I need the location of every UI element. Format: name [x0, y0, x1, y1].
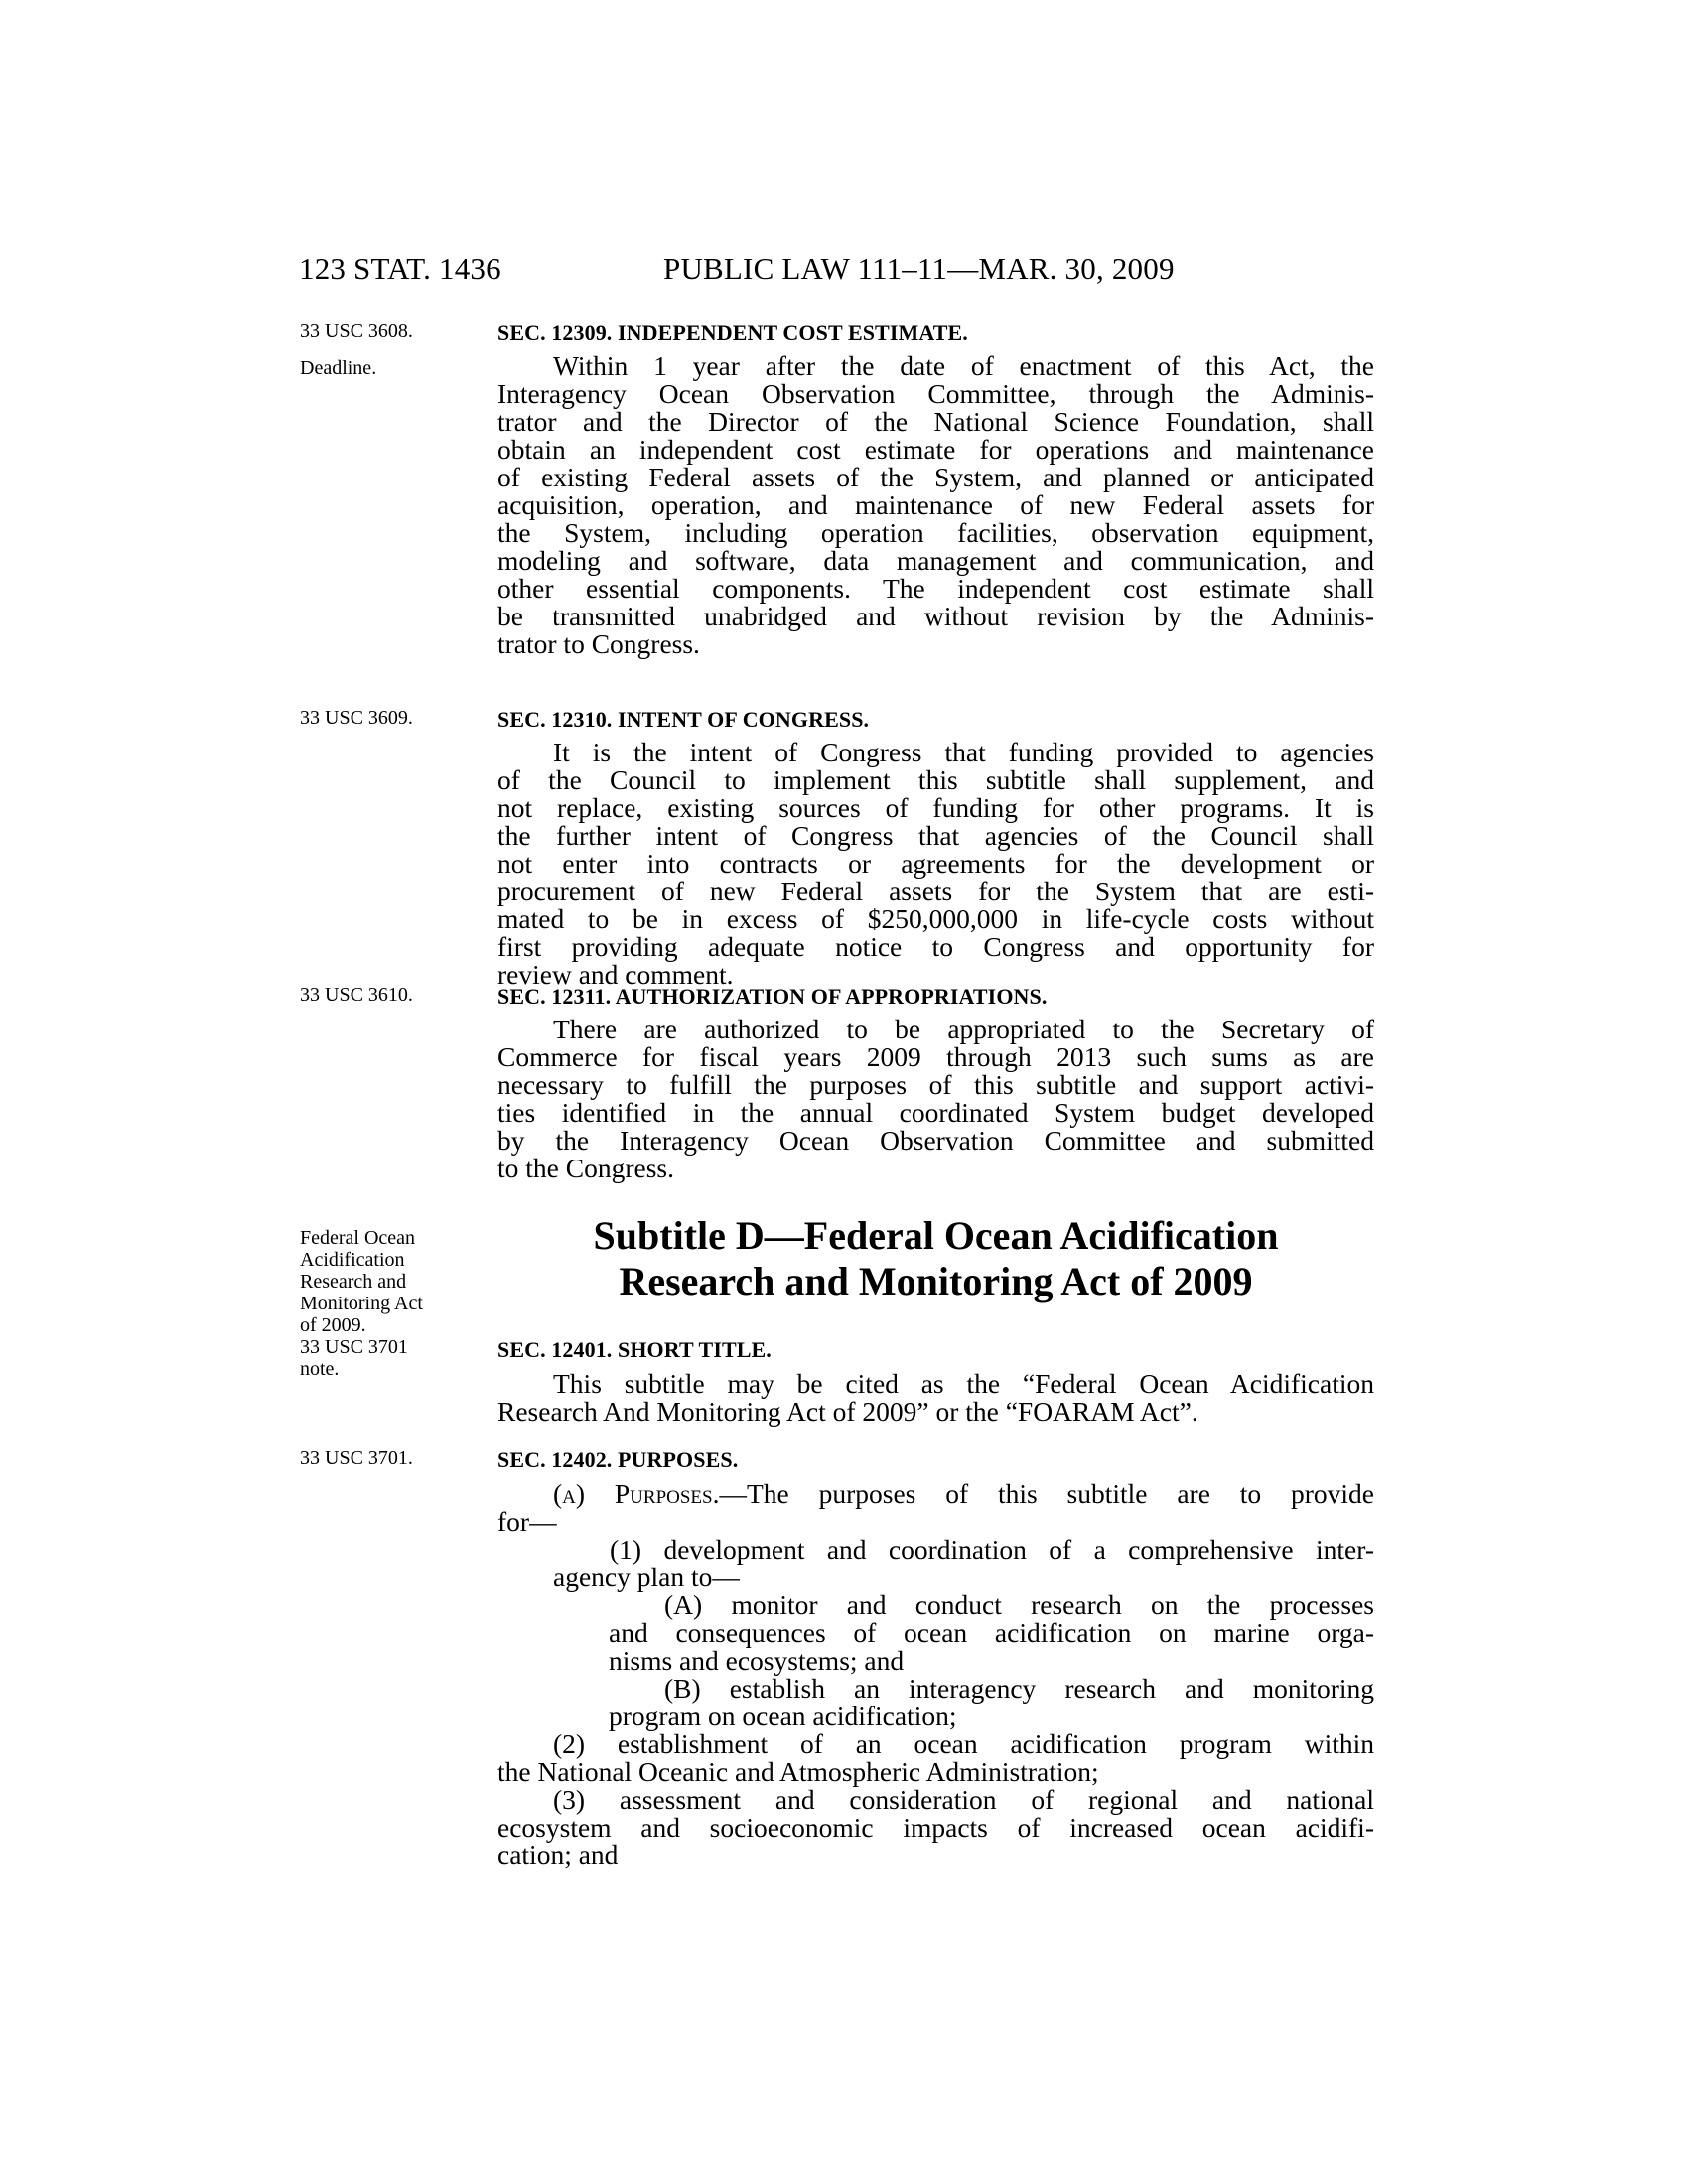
section-body-12309	[497, 352, 1374, 658]
text-line: for—	[497, 1506, 557, 1537]
section-heading-12309: SEC. 12309. INDEPENDENT COST ESTIMATE.	[497, 320, 968, 344]
statute-page-number: 123 STAT. 1436	[299, 251, 501, 286]
text-line: review and comment.	[497, 959, 734, 990]
margin-note-deadline: Deadline.	[300, 357, 377, 379]
text-line: agency plan to—	[553, 1562, 740, 1592]
margin-note-usc-3610: 33 USC 3610.	[300, 984, 413, 1006]
text-line: obtain an independent cost estimate for operations and maintenance	[497, 434, 1374, 465]
margin-note-usc-3701: 33 USC 3701.	[300, 1447, 413, 1469]
text-line: (2) establishment of an ocean acidification program within	[553, 1728, 1374, 1759]
section-body-12402	[497, 1480, 1374, 1869]
text-line: (1) development and coordination of a comprehensive inter-	[610, 1534, 1374, 1565]
margin-note-line: note.	[300, 1358, 340, 1380]
text-line: of the Council to implement this subtitle shall supplement, and	[497, 764, 1374, 795]
text-line: It is the intent of Congress that funding provided to agencies	[553, 737, 1374, 767]
text-line: Interagency Ocean Observation Committee, through the Adminis-	[497, 378, 1374, 409]
text-line: This subtitle may be cited as the “Federal Ocean Acidification	[553, 1368, 1374, 1399]
text-line: acquisition, operation, and maintenance of new Federal assets for	[497, 489, 1374, 520]
margin-note-line: 33 USC 3701	[300, 1336, 408, 1358]
text-line: nisms and ecosystems; and	[609, 1645, 905, 1676]
subsection-text: —The purposes of this subtitle are to provide	[719, 1478, 1374, 1509]
section-body-12401	[497, 1370, 1374, 1426]
subsection-label: (a) Purposes.	[553, 1478, 720, 1509]
text-line: the further intent of Congress that agencies of the Council shall	[497, 820, 1374, 851]
text-line: to the Congress.	[497, 1153, 674, 1183]
section-heading-12311: SEC. 12311. AUTHORIZATION OF APPROPRIATIONS.	[497, 984, 1048, 1009]
text-line: be transmitted unabridged and without revision by the Adminis-	[497, 601, 1374, 631]
text-line: other essential components. The independent cost estimate shall	[497, 573, 1374, 604]
section-heading-12310: SEC. 12310. INTENT OF CONGRESS.	[497, 707, 870, 732]
text-line: ties identified in the annual coordinated System budget developed	[497, 1097, 1374, 1128]
text-line: trator to Congress.	[497, 628, 700, 659]
text-line: not replace, existing sources of funding for other programs. It is	[497, 792, 1374, 823]
margin-note-line: Federal Ocean	[300, 1227, 416, 1249]
margin-note-line: of 2009.	[300, 1314, 366, 1336]
text-line: ecosystem and socioeconomic impacts of increased ocean acidifi-	[497, 1812, 1374, 1843]
text-line: the System, including operation facilities, observation equipment,	[497, 517, 1374, 548]
text-line: not enter into contracts or agreements for the development or	[497, 848, 1374, 879]
text-line: Within 1 year after the date of enactment of this Act, the	[553, 350, 1374, 381]
margin-note-foaram-act	[300, 1227, 459, 1380]
text-line: program on ocean acidification;	[609, 1701, 957, 1731]
margin-note-line: Monitoring Act	[300, 1293, 423, 1314]
text-line: modeling and software, data management and communication, and	[497, 545, 1374, 576]
text-line: first providing adequate notice to Congress and opportunity for	[497, 931, 1374, 962]
text-line: procurement of new Federal assets for the System that are esti-	[497, 876, 1374, 906]
text-line: (B) establish an interagency research and monitoring	[664, 1673, 1374, 1704]
running-header-title: PUBLIC LAW 111–11—MAR. 30, 2009	[663, 251, 1175, 286]
text-line: Research And Monitoring Act of 2009” or the “FOARAM Act”.	[497, 1396, 1198, 1427]
section-body-12311	[497, 1016, 1374, 1182]
text-line: by the Interagency Ocean Observation Committee and submitted	[497, 1125, 1374, 1156]
text-line	[497, 1480, 1374, 1508]
text-line: There are authorized to be appropriated to the Secretary of	[553, 1014, 1374, 1044]
text-line: cation; and	[497, 1840, 619, 1870]
margin-note-usc-3608: 33 USC 3608.	[300, 320, 413, 341]
section-body-12310	[497, 739, 1374, 989]
text-line: (3) assessment and consideration of regional and national	[553, 1784, 1374, 1815]
margin-note-line: Acidification	[300, 1249, 405, 1271]
margin-note-usc-3609: 33 USC 3609.	[300, 707, 413, 729]
text-line: the National Oceanic and Atmospheric Administration;	[497, 1756, 1099, 1787]
text-line: mated to be in excess of $250,000,000 in life-cycle costs without	[497, 903, 1374, 934]
margin-note-line: Research and	[300, 1271, 407, 1293]
subtitle-line-2: Research and Monitoring Act of 2009	[619, 1259, 1253, 1303]
text-line: necessary to fulfill the purposes of this subtitle and support activi-	[497, 1069, 1374, 1100]
text-line: of existing Federal assets of the System, and planned or anticipated	[497, 462, 1374, 492]
text-line: Commerce for fiscal years 2009 through 2013 such sums as are	[497, 1041, 1374, 1072]
subtitle-line-1: Subtitle D—Federal Ocean Acidification	[593, 1213, 1279, 1258]
subtitle-heading	[497, 1213, 1374, 1304]
text-line: (A) monitor and conduct research on the processes	[664, 1589, 1374, 1620]
section-heading-12401: SEC. 12401. SHORT TITLE.	[497, 1337, 772, 1362]
section-heading-12402: SEC. 12402. PURPOSES.	[497, 1447, 739, 1472]
text-line: trator and the Director of the National Science Foundation, shall	[497, 406, 1374, 437]
text-line: and consequences of ocean acidification on marine orga-	[609, 1617, 1374, 1648]
